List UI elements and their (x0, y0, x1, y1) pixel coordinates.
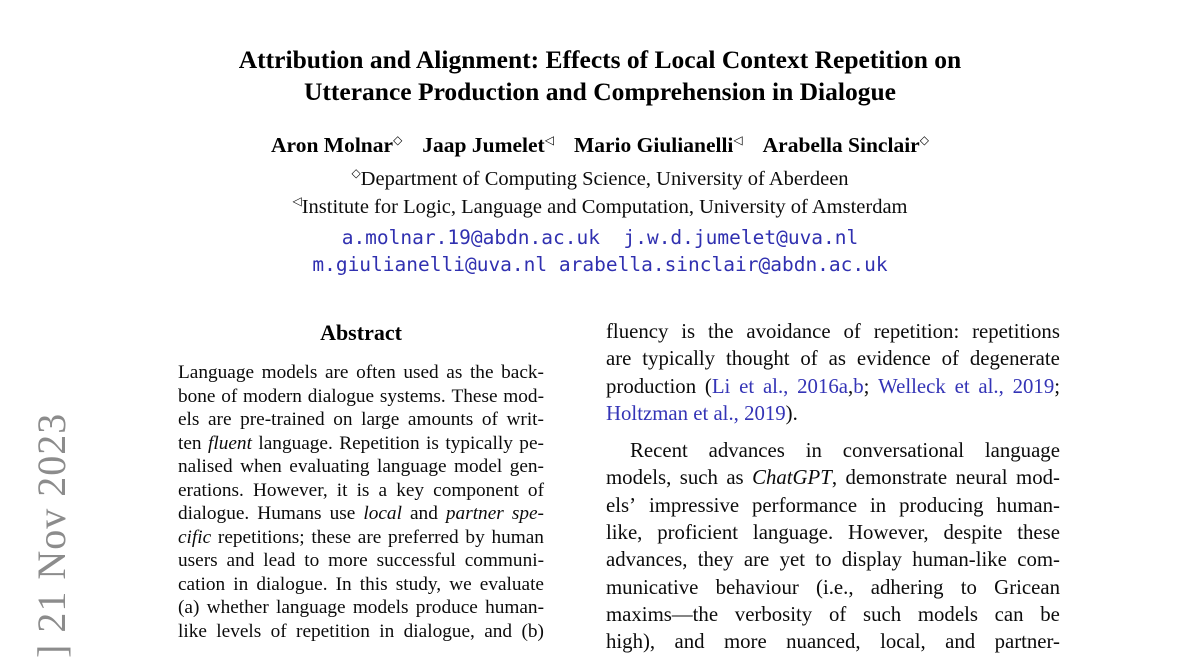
text-span: use (329, 503, 356, 524)
text-line (178, 455, 544, 479)
author-name: Arabella Sinclair◇ (762, 132, 929, 157)
text-span: mod- (1016, 466, 1060, 490)
introduction-column (606, 318, 1060, 656)
text-span: nuanced, (786, 630, 861, 654)
author-list (0, 133, 1200, 158)
text-span: we (449, 573, 472, 595)
text-span: is (681, 320, 696, 343)
text-span: Language (178, 362, 255, 383)
text-span: cific (178, 526, 212, 548)
citation-link[interactable]: al., (762, 374, 789, 398)
text-span: communi- (464, 550, 544, 571)
text-line (178, 408, 544, 432)
text-span: to (815, 548, 832, 572)
text-span: in (233, 573, 249, 595)
text-span: adhering (870, 575, 944, 599)
text-span: such (863, 602, 902, 626)
text-span: of (527, 479, 544, 501)
text-span: mod- (503, 385, 544, 407)
text-span: Recent (630, 439, 688, 463)
arxiv-watermark-date: 21 Nov 2023 (29, 412, 74, 633)
text-span: neural (955, 466, 1008, 490)
text-span: component (433, 479, 519, 501)
text-span: key (396, 479, 425, 501)
text-span: producing (899, 493, 984, 517)
text-span: more (723, 630, 767, 654)
text-line (606, 601, 1060, 628)
arxiv-watermark-clipped-bracket: ] (29, 643, 74, 658)
text-span: is (356, 479, 370, 501)
text-span: local, (880, 630, 926, 654)
text-span: evidence (856, 347, 931, 371)
text-span: often (356, 362, 396, 383)
text-span: erations. (178, 479, 244, 501)
affiliation-line: ◇Department of Computing Science, University of Aberdeen (351, 166, 849, 190)
text-span: ; (863, 374, 870, 398)
text-span: advances (708, 439, 785, 463)
text-span: repetitions (972, 320, 1060, 343)
text-span: ; (1054, 374, 1060, 398)
text-span: However, (848, 521, 929, 545)
email-link[interactable]: m.giulianelli@uva.nl (312, 252, 548, 276)
text-span: of (270, 620, 287, 642)
affiliation-marker-icon: ◁ (733, 132, 743, 147)
text-span: els’ (606, 493, 637, 517)
text-line (606, 318, 1060, 345)
text-span: els (178, 409, 200, 430)
text-span: of (941, 347, 959, 371)
text-line (606, 574, 1060, 601)
text-span: repetition (296, 620, 370, 642)
text-span: fluent (208, 432, 252, 454)
text-span: ten (178, 432, 202, 454)
text-span: used (403, 362, 439, 383)
text-line (178, 596, 544, 620)
text-span: spe- (511, 503, 544, 524)
text-line (178, 549, 544, 573)
abstract-column (178, 320, 544, 643)
text-span: ( (704, 374, 712, 398)
text-line (606, 345, 1060, 372)
text-span: whether (206, 597, 269, 618)
text-span: impressive (648, 493, 740, 517)
text-span: , (847, 374, 854, 398)
text-span: amounts (407, 409, 474, 430)
citation-link[interactable]: et (954, 374, 970, 398)
text-span: com- (1017, 548, 1060, 572)
citation-link[interactable]: b (853, 374, 864, 398)
text-span: study, (395, 573, 442, 595)
text-span: conversational (842, 439, 965, 463)
text-span: are (743, 548, 770, 572)
text-span: display (841, 548, 902, 572)
text-span: as (828, 347, 846, 371)
text-span: dialogue. (178, 503, 250, 524)
text-line (606, 464, 1060, 491)
text-span: users (178, 550, 218, 571)
text-span: thought (725, 347, 790, 371)
text-span: of (800, 347, 818, 371)
paper-title-line1: Attribution and Alignment: Effects of Local Context Repetition on (238, 45, 962, 74)
text-line (606, 492, 1060, 519)
text-span: back- (501, 362, 544, 383)
text-span: human-like (912, 548, 1007, 572)
text-span: advances, (606, 548, 688, 572)
arxiv-date-watermark (28, 413, 75, 658)
text-span: models, (606, 466, 672, 490)
text-span: Repetition (339, 432, 420, 454)
text-span: avoidance (746, 320, 831, 343)
text-span: the (708, 320, 734, 343)
citation-link[interactable]: Holtzman (606, 401, 689, 425)
text-span: are (357, 526, 382, 548)
text-span: such (679, 466, 718, 490)
text-span: and (484, 620, 513, 642)
text-span: local (363, 503, 402, 524)
affiliation-line: ◁Institute for Logic, Language and Computation, University of Amsterdam (292, 193, 908, 218)
text-span: verbosity (734, 602, 813, 626)
affiliation-marker-icon: ◇ (393, 132, 403, 147)
email-line (0, 225, 1200, 252)
text-span: typically (445, 432, 513, 454)
affiliation-list (0, 166, 1200, 221)
text-span: municative (606, 575, 699, 599)
text-span: However, (252, 479, 328, 501)
text-span: are (208, 409, 232, 430)
text-span: fluency (606, 320, 669, 343)
text-line (606, 437, 1060, 464)
text-span: more (328, 550, 368, 571)
text-span: lead (263, 550, 296, 571)
text-span: preferred (388, 526, 459, 548)
paper-title-line2: Utterance Production and Comprehension in Dialogue (304, 77, 896, 106)
text-span: human- (996, 493, 1060, 517)
text-span: ). (785, 401, 798, 425)
email-line (0, 252, 1200, 279)
text-span: as (446, 362, 463, 383)
text-span: human (491, 526, 544, 548)
text-line (178, 573, 544, 597)
text-span: large (361, 409, 400, 430)
text-span: dialogue. (256, 573, 328, 595)
text-span: systems. (379, 385, 446, 407)
text-span: by (465, 526, 485, 548)
text-span: modern (243, 385, 302, 407)
text-span: dialogue, (403, 620, 475, 642)
text-span: Humans (257, 503, 322, 524)
affiliation-marker-icon: ◇ (919, 132, 929, 147)
text-span: ChatGPT (752, 466, 832, 490)
text-span: (b) (521, 620, 544, 642)
text-span: cation (178, 573, 226, 595)
text-span: language (275, 597, 346, 618)
text-span: language (377, 456, 447, 477)
abstract-body (178, 361, 544, 643)
text-span: to (960, 575, 977, 599)
text-span: and (674, 630, 705, 654)
text-span: of (481, 409, 498, 430)
citation-link[interactable]: et (693, 401, 709, 425)
text-span: of (221, 385, 238, 407)
text-span: proficient (657, 521, 739, 545)
text-span: successful (376, 550, 456, 571)
text-span: of (843, 320, 861, 343)
text-span: typically (642, 347, 716, 371)
text-span: be (1040, 602, 1060, 626)
text-span: they (697, 548, 734, 572)
text-span: maxims—the (606, 602, 719, 626)
text-span: and (226, 550, 255, 571)
affiliation-marker-icon: ◁ (544, 132, 554, 147)
text-span: language (984, 439, 1060, 463)
citation-link[interactable]: al., (713, 401, 739, 425)
citation-link[interactable]: 2016a (797, 374, 848, 398)
citation-link[interactable]: 2019 (1012, 374, 1055, 398)
text-span: the (469, 362, 494, 383)
author-name: Mario Giulianelli◁ (573, 132, 743, 157)
text-span: models (261, 362, 318, 383)
text-line (178, 385, 544, 409)
text-line (178, 479, 544, 503)
text-span: performance (752, 493, 858, 517)
email-link[interactable]: arabella.sinclair@abdn.ac.uk (558, 252, 888, 276)
text-span: as (726, 466, 744, 490)
text-span: when (240, 456, 282, 477)
email-block (0, 225, 1200, 278)
text-span: levels (216, 620, 262, 642)
text-span: partner (445, 503, 504, 524)
text-span: pre-trained (240, 409, 325, 430)
text-span: repetition: (873, 320, 960, 343)
text-span: dialogue (307, 385, 375, 407)
abstract-heading: Abstract (320, 320, 402, 345)
text-span: behaviour (715, 575, 799, 599)
text-span: despite (943, 521, 1003, 545)
citation-link[interactable]: Li (711, 374, 731, 398)
text-span: human- (485, 597, 544, 618)
email-link[interactable]: a.molnar.19@abdn.ac.uk (341, 226, 600, 249)
text-span: language. (752, 521, 834, 545)
text-span: evaluate (479, 573, 544, 595)
text-span: can (994, 602, 1024, 626)
text-span: these (1017, 521, 1060, 545)
text-span: writ- (506, 409, 544, 430)
text-span: (i.e., (816, 575, 854, 599)
text-span: in (379, 620, 395, 642)
text-line (178, 432, 544, 456)
citation-link[interactable]: Welleck (878, 374, 946, 398)
text-span: like (178, 620, 207, 642)
text-line (606, 628, 1060, 655)
text-span: are (324, 362, 349, 383)
citation-link[interactable]: 2019 (744, 401, 786, 425)
text-span: is (426, 432, 439, 454)
text-span: In (335, 573, 352, 595)
text-span: partner- (994, 630, 1060, 654)
affiliation-marker-icon: ◇ (351, 166, 361, 181)
text-span: models (917, 602, 978, 626)
text-span: bone (178, 385, 216, 407)
paper-title (0, 44, 1200, 108)
text-line (178, 361, 544, 385)
paragraph (606, 437, 1060, 655)
text-span: on (333, 409, 353, 430)
text-span: nalised (178, 456, 233, 477)
text-span: pe- (519, 432, 544, 454)
affiliation-marker-icon: ◁ (292, 193, 302, 208)
text-span: (a) (178, 597, 200, 618)
text-span: like, (606, 521, 643, 545)
text-line (606, 519, 1060, 546)
text-span: models (352, 597, 409, 618)
text-line (178, 526, 544, 550)
text-span: language. (258, 432, 333, 454)
text-span: in (805, 439, 822, 463)
text-span: it (336, 479, 348, 501)
text-line (606, 546, 1060, 573)
paragraph (606, 318, 1060, 427)
text-span: degenerate (969, 347, 1060, 371)
text-span: These (451, 385, 498, 407)
email-link[interactable]: j.w.d.jumelet@uva.nl (623, 226, 859, 249)
text-span: repetitions; (217, 526, 305, 548)
text-span: , (831, 466, 838, 490)
text-line (606, 373, 1060, 400)
text-span: to (304, 550, 320, 571)
text-line (178, 502, 544, 526)
text-span: and (945, 630, 976, 654)
citation-link[interactable]: et (739, 374, 755, 398)
text-span: demonstrate (845, 466, 948, 490)
text-span: this (359, 573, 388, 595)
text-span: production (606, 374, 697, 398)
text-span: high), (606, 630, 656, 654)
text-line (606, 400, 1060, 427)
text-span: are (606, 347, 632, 371)
text-span: Gricean (994, 575, 1060, 599)
text-span: gen- (509, 456, 544, 477)
text-line (178, 620, 544, 644)
text-span: in (870, 493, 887, 517)
citation-link[interactable]: al., (978, 374, 1004, 398)
text-span: produce (415, 597, 478, 618)
text-span: evaluating (289, 456, 370, 477)
text-span: a (378, 479, 388, 501)
text-span: and (410, 503, 438, 524)
text-span: model (454, 456, 503, 477)
text-span: of (828, 602, 847, 626)
author-name: Aron Molnar◇ (271, 132, 403, 157)
text-span: these (311, 526, 352, 548)
text-span: yet (779, 548, 805, 572)
author-name: Jaap Jumelet◁ (422, 132, 554, 157)
